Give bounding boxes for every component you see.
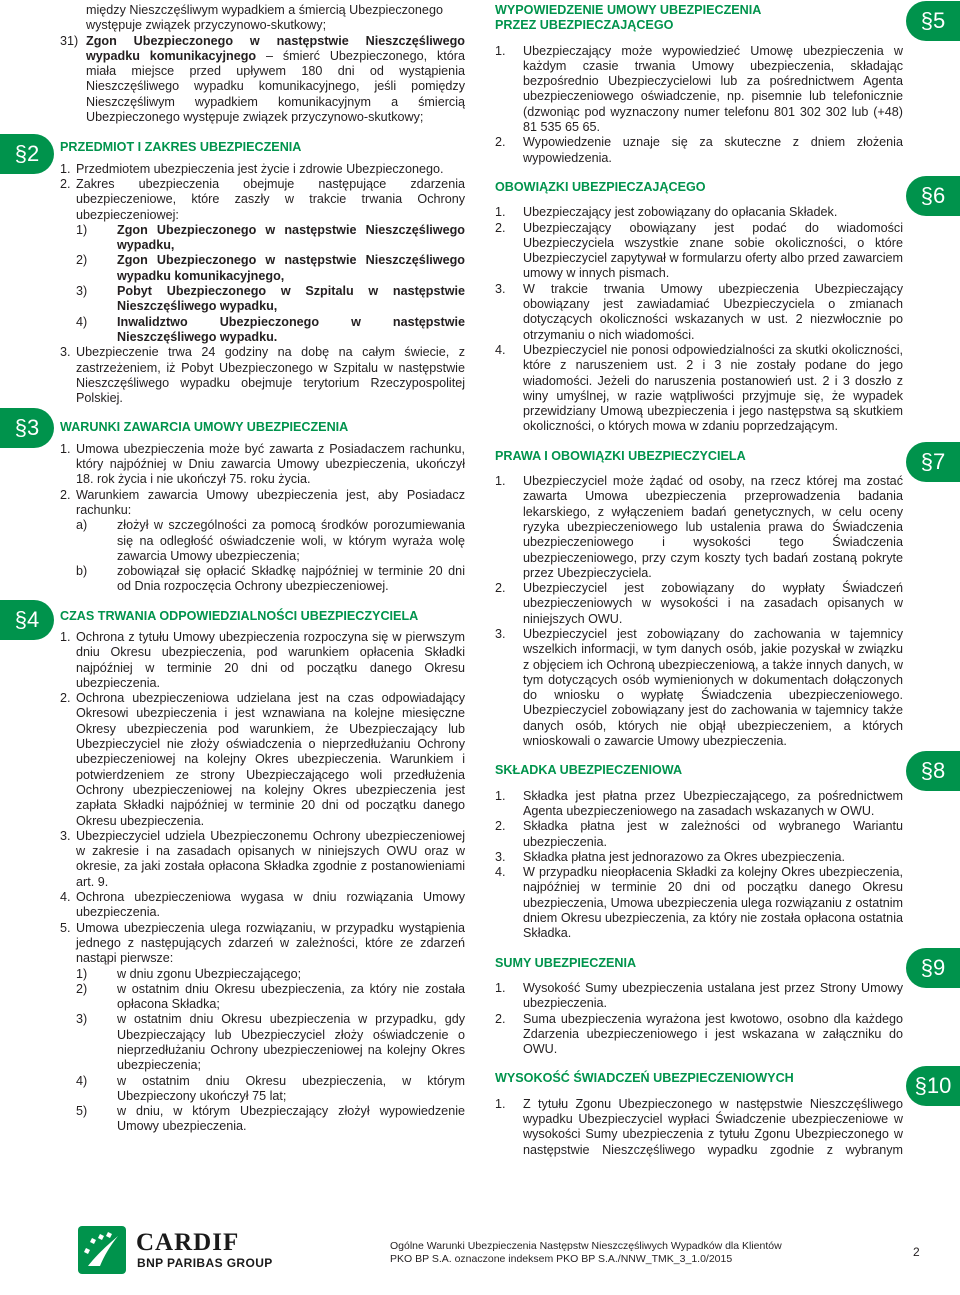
section-3-heading: WARUNKI ZAWARCIA UMOWY UBEZPIECZENIA [60,420,349,435]
s4-sub-4: 4) w ostatnim dniu Okresu ubezpieczenia, w którym Ubezpieczony ukończył 75 lat; [76,1073,465,1103]
section-badge-6: §6 [906,176,960,216]
s7-item-1: 1. Ubezpieczyciel może żądać od osoby, na rzecz której ma zostać zawarta Umowa ubezpieczenia przeprowadzenia badania lekarskiego, z wyłączeniem badań genetycznych, w celu oceny ryzyka ubezpieczeniowego lub ustalenia prawa do Świadczenia ubezpieczeniowego i wysokości tego Świadczenia ubezpieczeniowego, przy czym koszty tych badań zostaną pokryte przez Ubezpieczyciela. [495,474,903,580]
s2-item-2: 2. Zakres ubezpieczenia obejmuje następujące zdarzenia ubezpieczeniowe, które zaszły w trakcie trwania Ochrony ubezpieczeniowej: [60,176,465,222]
cardif-logo-icon [78,1226,126,1274]
s2-item-1: 1. Przedmiotem ubezpieczenia jest życie i zdrowie Ubezpieczonego. [60,161,444,176]
s4-sub-1: 1) w dniu zgonu Ubezpieczającego; [76,966,302,981]
footer-document-info [390,1240,782,1265]
brand-subtitle: BNP PARIBAS GROUP [137,1256,273,1270]
def31-term: Zgon Ubezpieczonego w następstwie Nieszczęśliwego wypadku komunikacyjnego [86,33,465,63]
s4-item-3: 3. Ubezpieczyciel udziela Ubezpieczonemu Ochrony ubezpieczeniowej w zakresie i na zasadach opisanych w niniejszych OWU oraz w okresie, za jaki została opłacona Składka zgodnie z postanowieniami art. 9. [60,828,465,889]
s9-item-1: 1. Wysokość Sumy ubezpieczenia ustalana jest przez Strony Umowy ubezpieczenia. [495,980,903,1011]
s3-item-1: 1. Umowa ubezpieczenia może być zawarta z Posiadaczem rachunku, który najpóźniej w Dniu zawarcia Umowy ubezpieczenia, ukończył 18. rok życia i nie ukończył 75. roku życia. [60,441,465,487]
section-6-heading: OBOWIĄZKI UBEZPIECZAJĄCEGO [495,179,706,194]
section-badge-7: §7 [906,442,960,482]
s5-item-1: 1. Ubezpieczający może wypowiedzieć Umowę ubezpieczenia w każdym czasie trwania Umowy ubezpieczenia, składając bezpośrednio Ubezpieczycielowi lub za pośrednictwem Agenta ubezpieczeniowego oświadczenie, np. pisemnie lub telefonicznie (dzwoniąc pod wyznaczony numer telefonu 801 302 302 lub (+48) 81 535 65 65. [495,43,903,135]
s5-item-2: 2. Wypowiedzenie uznaje się za skuteczne z dniem złożenia wypowiedzenia. [495,135,903,165]
section-badge-9: §9 [906,948,960,988]
footer-doc-index: PKO BP S.A. oznaczone indeksem PKO BP S.A./NNW_TMK_3_1.0/2015 [390,1252,733,1265]
definition-31 [60,34,465,126]
s8-item-4: 4. W przypadku nieopłacenia Składki za kolejny Okres ubezpieczenia, najpóźniej w terminie 20 dni od początku danego Okresu ubezpieczenia, Umowa ubezpieczenia ulega rozwiązaniu z ostatnim dniem Okresu ubezpieczenia, za który nie została opłacona ostatnia Składka. [495,865,903,941]
s4-sub-5: 5) w dniu, w którym Ubezpieczający złożył wypowiedzenie Umowy ubezpieczenia. [76,1104,465,1134]
s7-item-3: 3. Ubezpieczyciel jest zobowiązany do zachowania w tajemnicy wszelkich informacji, w tym danych osób, jakie pozyskał w związku z objęciem ich Ochroną ubezpieczeniową, a także innych danych, w tym dotyczących osób wymienionych w dokumentach dołączonych do wniosku o wypłatę Świadczenia ubezpieczeniowego. Ubezpieczyciel zobowiązany jest do zachowania w tajemnicy także danych osób, których nie objął ubezpieczeniem, a których wnioskowali o zawarcie Umowy ubezpieczenia. [495,626,903,749]
footer-doc-title: Ogólne Warunki Ubezpieczenia Następstw Nieszczęśliwych Wypadków dla Klientów [390,1240,782,1252]
section-9-heading: SUMY UBEZPIECZENIA [495,955,637,970]
section-badge-5: §5 [906,1,960,41]
section-4-heading: CZAS TRWANIA ODPOWIEDZIALNOŚCI UBEZPIECZYCIELA [60,608,419,623]
def31-text: – śmierć Ubezpieczonego, która miała miejsce przed upływem 180 dni od wystąpienia Nieszczęśliwego wypadku komunikacyjnego, jeśli pomiędzy Nieszczęśliwym wypadkiem komunikacyjnym a śmiercią Ubezpieczonego występuje związek przyczynowo-skutkowy; [86,48,465,125]
definitions-continuation [60,3,465,34]
page-footer [0,1220,960,1295]
s7-item-2: 2. Ubezpieczyciel jest zobowiązany do wypłaty Świadczeń ubezpieczeniowych w wysokości i na zasadach opisanych w niniejszych OWU. [495,581,903,626]
section-8-heading: SKŁADKA UBEZPIECZENIOWA [495,763,683,778]
s2-sub-3: 3) Pobyt Ubezpieczonego w Szpitalu w następstwie Nieszczęśliwego wypadku, [76,284,465,314]
s8-item-2: 2. Składka płatna jest w zależności od wybranego Wariantu ubezpieczenia. [495,819,903,849]
s2-sub-4: 4) Inwalidztwo Ubezpieczonego w następstwie Nieszczęśliwego wypadku. [76,314,465,344]
s8-item-3: 3. Składka płatna jest jednorazowo za Okres ubezpieczenia. [495,849,846,864]
s6-item-3: 3. W trakcie trwania Umowy ubezpieczenia Ubezpieczający obowiązany jest zawiadamiać Ubezpieczyciela o zmianach dotyczących okoliczności wskazanych w ust. 2 niezwłocznie po otrzymaniu o nich wiadomości. [495,281,903,342]
s10-item-1: 1. Z tytułu Zgonu Ubezpieczonego w następstwie Nieszczęśliwego wypadku Ubezpieczyciel wypłaci Świadczenie ubezpieczeniowe w wysokości Sumy ubezpieczenia z tytułu Zgonu Ubezpieczonego w następstwie Nieszczęśliwego wypadku zgodnie z wybranym [495,1096,903,1157]
brand-name: CARDIF [136,1229,240,1256]
left-column [60,3,465,1135]
s3-sub-b: b) zobowiązał się opłacić Składkę najpóźniej w terminie 20 dni od Dnia rozpoczęcia Ochrony ubezpieczeniowej. [76,564,465,594]
s4-item-1: 1. Ochrona z tytułu Umowy ubezpieczenia rozpoczyna się w pierwszym dniu Okresu ubezpieczenia, pod warunkiem opłacenia Składki najpóźniej w terminie 20 dni od początku danego Okresu ubezpieczenia. [60,629,465,690]
s6-item-2: 2. Ubezpieczający obowiązany jest podać do wiadomości Ubezpieczyciela wszystkie znane sobie okoliczności, o które Ubezpieczyciel zapytywał w formularzu oferty albo przed zawarciem umowy w innych pismach. [495,220,903,281]
s3-sub-a: a) złożył w szczególności za pomocą środków porozumiewania się na odległość oświadczenie woli, w którym wyraża wolę zawarcia Umowy ubezpieczenia; [76,518,465,563]
section-2-heading: PRZEDMIOT I ZAKRES UBEZPIECZENIA [60,140,302,155]
s4-item-2: 2. Ochrona ubezpieczeniowa udzielana jest na czas odpowiadający Okresowi ubezpieczenia i jest wznawiana na kolejne miesięczne Okresy ubezpieczenia pod warunkiem, że Ubezpieczający lub Ubezpieczyciel nie złoży oświadczenia o nieprzedłużaniu Ochrony ubezpieczeniowej na kolejny Okres ubezpieczenia. Warunkiem i potwierdzeniem ze strony Ubezpieczającego woli przedłużenia Ochrony ubezpieczeniowej na kolejny Okres ubezpieczenia jest zapłata Składki najpóźniej w terminie 20 dni od początku danego Okresu ubezpieczenia. [60,691,465,828]
section-badge-10: §10 [906,1066,960,1106]
s3-item-2: 2. Warunkiem zawarcia Umowy ubezpieczenia jest, aby Posiadacz rachunku: [60,487,465,517]
section-badge-2: §2 [0,134,54,174]
s9-item-2: 2. Suma ubezpieczenia wyrażona jest kwotowo, osobno dla każdego Zdarzenia ubezpieczeniowego i jest wskazana w załączniku do OWU. [495,1011,903,1057]
def30-cont-line1: między Nieszczęśliwym wypadkiem a śmiercią Ubezpieczonego [86,3,443,17]
section-badge-3: §3 [0,408,54,448]
s4-sub-3: 3) w ostatnim dniu Okresu ubezpieczenia w przypadku, gdy Ubezpieczający lub Ubezpieczyciel złoży oświadczenie o nieprzedłużaniu Ochrony ubezpieczeniowej na kolejny Okres ubezpieczenia; [76,1012,465,1073]
section-5-heading: WYPOWIEDZENIE UMOWY UBEZPIECZENIA PRZEZ UBEZPIECZAJĄCEGO [495,3,762,33]
section-badge-8: §8 [906,751,960,791]
s6-item-4: 4. Ubezpieczyciel nie ponosi odpowiedzialności za skutki okoliczności, które z naruszeniem ust. 2 i 3 nie zostały podane do jego wiadomości. Jeżeli do naruszenia postanowień ust. 2 i 3 doszło z winy umyślnej, w razie wątpliwości przyjmuje się, że wypadek przewidziany Umową ubezpieczenia i jego następstwa są skutkiem okoliczności, o których mowa w zdaniu poprzedzającym. [495,342,903,434]
page-number: 2 [913,1245,920,1259]
s4-item-4: 4. Ochrona ubezpieczeniowa wygasa w dniu rozwiązania Umowy ubezpieczenia. [60,890,465,920]
s4-item-5: 5. Umowa ubezpieczenia ulega rozwiązaniu, w przypadku wystąpienia jednego z następujących zdarzeń w zależności, które ze zdarzeń nastąpi pierwsze: [60,920,465,966]
s2-item-3: 3. Ubezpieczenie trwa 24 godziny na dobę na całym świecie, z zastrzeżeniem, iż Pobyt Ubezpieczonego w Szpitalu w następstwie Nieszczęśliwego wypadku obejmuje terytorium Rzeczypospolitej Polskiej. [60,345,465,406]
s2-sub-1: 1) Zgon Ubezpieczonego w następstwie Nieszczęśliwego wypadku, [76,222,465,253]
right-column [495,3,903,1158]
s4-sub-2: 2) w ostatnim dniu Okresu ubezpieczenia, za który nie została opłacona Składka; [76,981,465,1012]
section-7-heading: PRAWA I OBOWIĄZKI UBEZPIECZYCIELA [495,448,746,463]
s8-item-1: 1. Składka jest płatna przez Ubezpieczającego, za pośrednictwem Agenta ubezpieczeniowego na zasadach wskazanych w OWU. [495,788,903,818]
s6-item-1: 1. Ubezpieczający jest zobowiązany do opłacania Składek. [495,205,838,220]
def31-number: 31) [60,33,79,48]
section-badge-4: §4 [0,600,54,640]
def30-cont-line2: występuje związek przyczynowo-skutkowy; [86,18,327,33]
s2-sub-2: 2) Zgon Ubezpieczonego w następstwie Nieszczęśliwego wypadku komunikacyjnego, [76,253,465,283]
section-10-heading: WYSOKOŚĆ ŚWIADCZEŃ UBEZPIECZENIOWYCH [495,1071,794,1086]
